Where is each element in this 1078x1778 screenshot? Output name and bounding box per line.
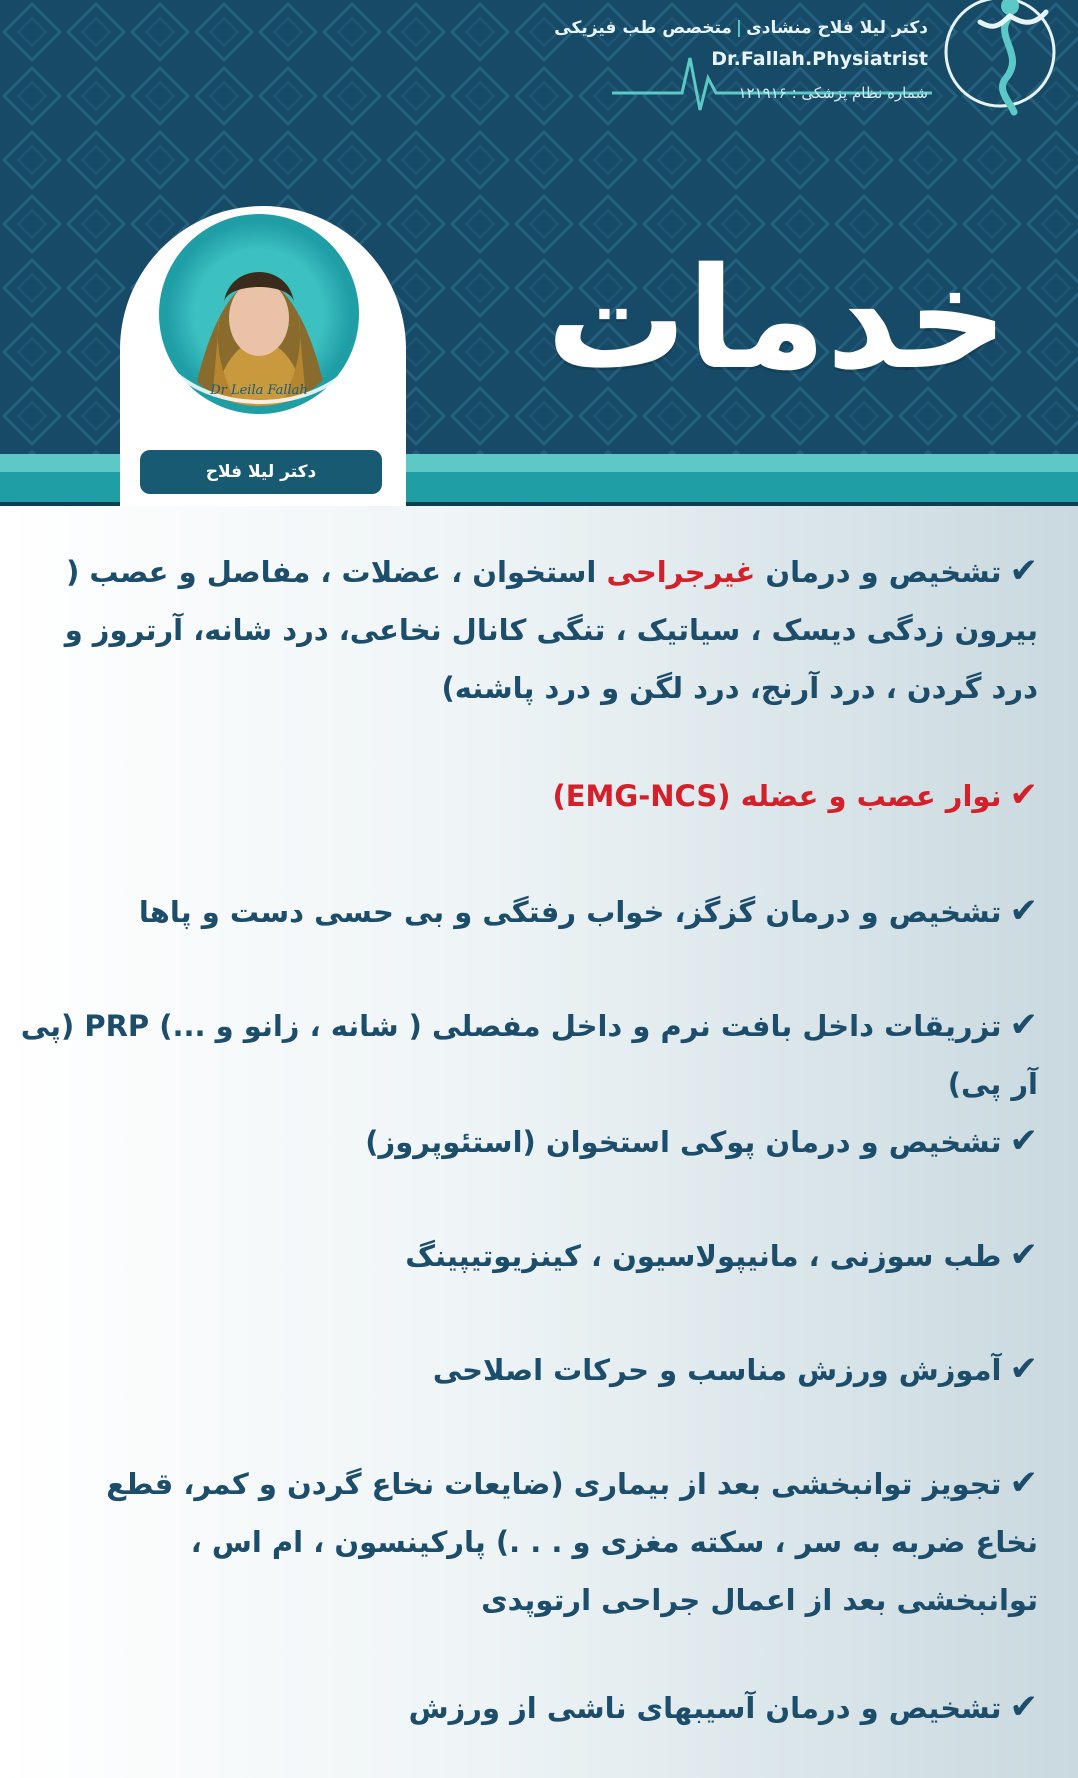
check-icon: ✔ <box>1009 551 1038 591</box>
service-text: تجویز توانبخشی بعد از بیماری (ضایعات نخاع گردن و کمر، قطع نخاع ضربه به سر ، سکته مغزی و . . .) پارکینسون ، ام اس ، توانبخشی بعد از اعمال جراحی ارتوپدی <box>106 1467 1038 1617</box>
header-banner <box>0 0 1078 482</box>
signature-text: Dr Leila Fallah <box>210 383 308 398</box>
service-text-after: استخوان ، عضلات ، مفاصل و عصب ( بیرون زدگی دیسک ، سیاتیک ، تنگی کانال نخاعی، درد شانه، آرتروز و درد گردن ، درد آرنج، درد لگن و درد پاشنه) <box>64 555 1038 705</box>
check-icon: ✔ <box>1009 1349 1038 1389</box>
service-item-emg <box>552 766 1038 825</box>
check-icon: ✔ <box>1009 1463 1038 1503</box>
doctor-photo <box>140 222 378 422</box>
brand-name: دکتر لیلا فلاح منشادی <box>746 18 928 38</box>
service-item-rehabilitation <box>48 1454 1038 1629</box>
brand-latin: Dr.Fallah.Physiatrist <box>711 48 928 70</box>
service-text-highlight: غیرجراحی <box>606 555 756 589</box>
check-icon: ✔ <box>1009 1235 1038 1275</box>
service-item-exercise <box>433 1340 1038 1399</box>
brand-block <box>554 18 928 102</box>
service-text: نوار عصب و عضله (EMG-NCS) <box>552 779 1002 813</box>
services-panel <box>0 506 1078 1778</box>
check-icon: ✔ <box>1009 1005 1038 1045</box>
check-icon: ✔ <box>1009 1687 1038 1727</box>
check-icon: ✔ <box>1009 891 1038 931</box>
service-text: تشخیص و درمان پوکی استخوان (استئوپروز) <box>365 1125 1002 1159</box>
check-icon: ✔ <box>1009 775 1038 815</box>
brand-name-line <box>554 18 928 38</box>
spine-logo-icon <box>940 0 1072 124</box>
services-list <box>0 506 1078 1778</box>
brand-separator: | <box>735 18 743 38</box>
service-text: تشخیص و درمان آسیبهای ناشی از ورزش <box>408 1691 1002 1725</box>
service-text: آموزش ورزش مناسب و حرکات اصلاحی <box>432 1353 1002 1387</box>
service-text-before: تشخیص و درمان <box>765 555 1002 589</box>
registration-number: شماره نظام پزشکی : ۱۲۱۹۱۶ <box>738 84 928 102</box>
service-text: تشخیص و درمان گزگز، خواب رفتگی و بی حسی دست و پاها <box>138 895 1002 929</box>
service-item-sports-injury <box>409 1678 1038 1737</box>
service-text: طب سوزنی ، مانیپولاسیون ، کینزیوتیپینگ <box>405 1239 1002 1273</box>
brand-specialty: متخصص طب فیزیکی <box>554 18 732 38</box>
check-icon: ✔ <box>1009 1121 1038 1161</box>
service-item-numbness <box>139 882 1038 941</box>
service-item-osteoporosis <box>365 1112 1038 1171</box>
service-item-injections <box>0 996 1038 1113</box>
page-title: خدمات <box>546 238 1008 401</box>
service-item-non-surgical <box>48 542 1038 717</box>
doctor-name-badge: دکتر لیلا فلاح <box>140 450 382 494</box>
service-text: تزریقات داخل بافت نرم و داخل مفصلی ( شانه ، زانو و ...) PRP (پی آر پی) <box>20 1009 1038 1101</box>
service-item-acupuncture <box>405 1226 1038 1285</box>
